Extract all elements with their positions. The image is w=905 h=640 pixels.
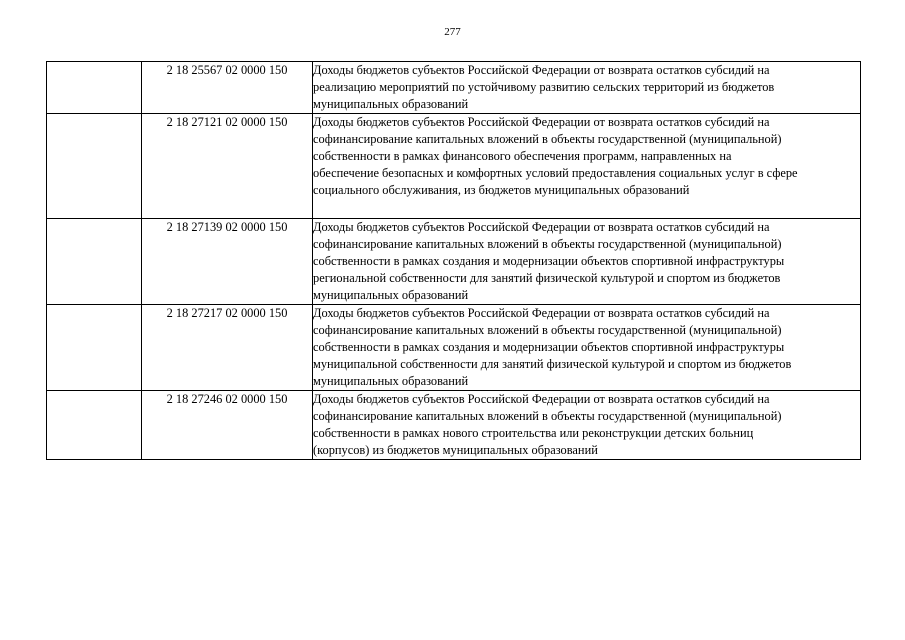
description-line: муниципальных образований	[313, 97, 469, 111]
description-line: муниципальных образований	[313, 288, 469, 302]
page-number: 277	[444, 26, 461, 38]
description-cell	[313, 219, 861, 305]
description-cell	[313, 305, 861, 391]
empty-cell	[47, 305, 142, 391]
description-line: региональной собственности для занятий физической культурой и спортом из бюджетов	[313, 271, 781, 285]
description-line: социального обслуживания, из бюджетов муниципальных образований	[313, 183, 690, 197]
table-row	[47, 305, 861, 391]
budget-code-cell: 2 18 25567 02 0000 150	[142, 62, 313, 114]
description-line: Доходы бюджетов субъектов Российской Федерации от возврата остатков субсидий на	[313, 220, 770, 234]
empty-cell	[47, 62, 142, 114]
budget-code-cell: 2 18 27121 02 0000 150	[142, 114, 313, 219]
empty-cell	[47, 114, 142, 219]
budget-code-cell: 2 18 27139 02 0000 150	[142, 219, 313, 305]
description-line: софинансирование капитальных вложений в объекты государственной (муниципальной)	[313, 323, 782, 337]
table-row	[47, 219, 861, 305]
description-line: софинансирование капитальных вложений в объекты государственной (муниципальной)	[313, 409, 782, 423]
description-cell	[313, 62, 861, 114]
budget-code-cell: 2 18 27217 02 0000 150	[142, 305, 313, 391]
revenue-codes-table	[46, 61, 861, 460]
description-line: муниципальной собственности для занятий физической культурой и спортом из бюджетов	[313, 357, 792, 371]
empty-cell	[47, 391, 142, 460]
description-line: реализацию мероприятий по устойчивому развитию сельских территорий из бюджетов	[313, 80, 775, 94]
table-row	[47, 62, 861, 114]
description-line: муниципальных образований	[313, 374, 469, 388]
description-line: Доходы бюджетов субъектов Российской Федерации от возврата остатков субсидий на	[313, 115, 770, 129]
description-cell	[313, 114, 861, 219]
description-line: собственности в рамках создания и модернизации объектов спортивной инфраструктуры	[313, 340, 785, 354]
description-line: обеспечение безопасных и комфортных условий предоставления социальных услуг в сфере	[313, 166, 798, 180]
description-line: Доходы бюджетов субъектов Российской Федерации от возврата остатков субсидий на	[313, 392, 770, 406]
description-line: собственности в рамках создания и модернизации объектов спортивной инфраструктуры	[313, 254, 785, 268]
description-line: софинансирование капитальных вложений в объекты государственной (муниципальной)	[313, 132, 782, 146]
table-row	[47, 114, 861, 219]
empty-cell	[47, 219, 142, 305]
description-line: (корпусов) из бюджетов муниципальных образований	[313, 443, 598, 457]
description-line: Доходы бюджетов субъектов Российской Федерации от возврата остатков субсидий на	[313, 306, 770, 320]
table-row	[47, 391, 861, 460]
description-line: собственности в рамках финансового обеспечения программ, направленных на	[313, 149, 732, 163]
budget-code-cell: 2 18 27246 02 0000 150	[142, 391, 313, 460]
description-line: собственности в рамках нового строительства или реконструкции детских больниц	[313, 426, 754, 440]
description-line: Доходы бюджетов субъектов Российской Федерации от возврата остатков субсидий на	[313, 63, 770, 77]
description-cell	[313, 391, 861, 460]
description-line: софинансирование капитальных вложений в объекты государственной (муниципальной)	[313, 237, 782, 251]
